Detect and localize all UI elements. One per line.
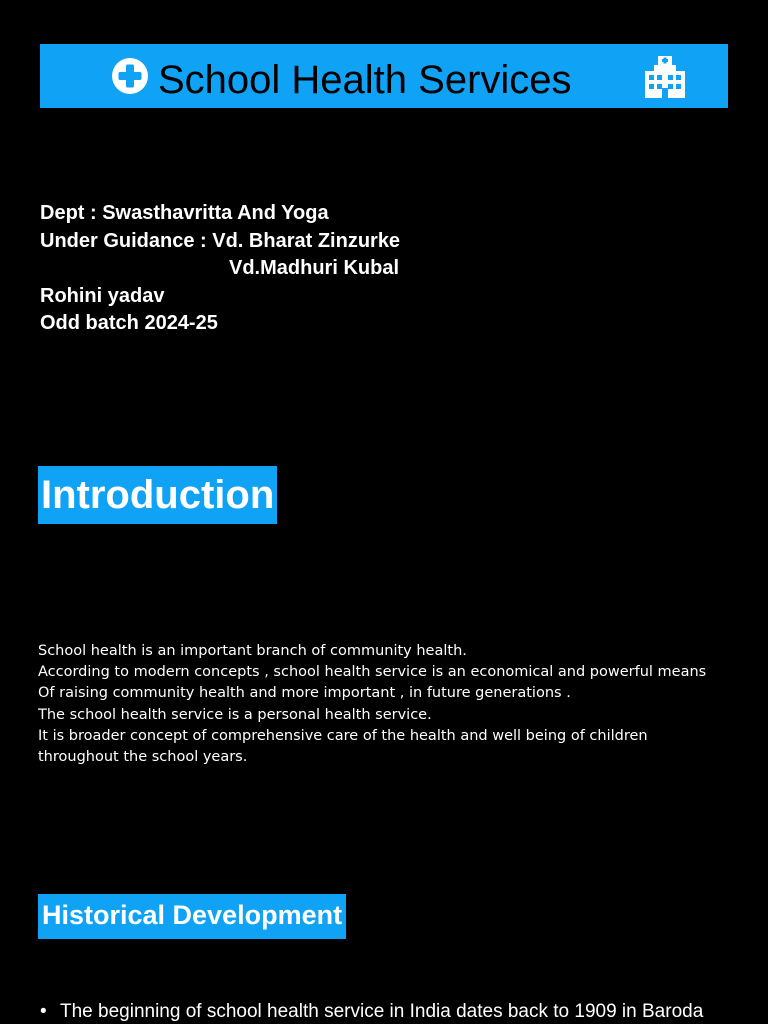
department-line: Dept : Swasthavritta And Yoga [40,202,329,224]
title-banner [40,44,728,108]
hospital-building-icon [643,56,687,98]
intro-line: Of raising community health and more important , in future generations . [38,685,571,702]
intro-line: throughout the school years. [38,749,248,766]
intro-line: School health is an important branch of community health. [38,643,467,659]
introduction-heading: Introduction [38,466,277,524]
historical-development-heading: Historical Development [38,894,346,939]
student-name: Rohini yadav [40,284,165,307]
guidance-line: Under Guidance : Vd. Bharat Zinzurke [40,229,401,252]
intro-line: It is broader concept of comprehensive care of the health and well being of children [38,727,648,744]
intro-line: The school health service is a personal health service. [38,706,432,723]
guidance-line-2: Vd.Madhuri Kubal [229,257,399,279]
page-title: School Health Services [158,58,572,102]
list-item: • The beginning of school health service in India dates back to 1909 in Baroda [38,1000,703,1024]
introduction-text [38,641,706,768]
medical-cross-icon [111,57,149,95]
history-bullet-list [38,1000,703,1024]
presentation-details [40,200,400,338]
batch-line: Odd batch 2024-25 [40,312,218,334]
intro-line: According to modern concepts , school health service is an economical and powerful means [38,664,707,681]
